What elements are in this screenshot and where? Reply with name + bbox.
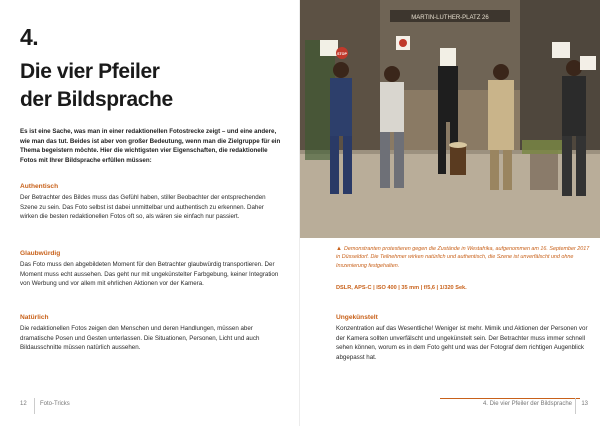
stop-placard [336, 47, 348, 59]
demonstration-photo [300, 0, 600, 238]
chapter-title [20, 58, 280, 114]
footer-divider-right [575, 398, 576, 414]
footer-accent-line [440, 398, 580, 399]
chapter-number: 4. [20, 24, 39, 50]
caption-marker-icon: ▲ [336, 246, 342, 252]
chapter-title-line-2: der Bildsprache [20, 88, 173, 111]
right-page-number: 13 [581, 401, 588, 407]
section-heading-unaffected: Ungekünstelt [336, 314, 378, 321]
right-footer-label: 4. Die vier Pfeiler der Bildsprache [482, 401, 572, 407]
intro-paragraph: Es ist eine Sache, was man in einer redaktionellen Fotostrecke zeigt – und eine andere, wie man das tut. Beides ist aber von großer Bedeutung, wenn man die Zielgruppe für ein Thema begeistern möchte. Hier die wichtigsten vier Eigenschaften, die redaktionelle Fotos mit Ihrer Bildsprache erfüllen müssen: [20, 128, 281, 164]
caption-text: Demonstranten protestieren gegen die Zustände in Westafrika, aufgenommen am 16. September 2017 in Düsseldorf. Die Teilnehmer wirken natürlich und authentisch, die Szene ist unverfälscht und ohne Inszenierung festgehalten. [336, 246, 590, 269]
right-page [300, 0, 600, 426]
right-footer [300, 398, 600, 414]
chapter-title-line-1: Die vier Pfeiler [20, 60, 160, 83]
left-page-number: 12 [20, 401, 27, 407]
left-footer-label: Foto-Tricks [40, 401, 70, 407]
svg-text:STOP: STOP [337, 52, 347, 56]
exif-info: DSLR, APS-C | ISO 400 | 35 mm | f/5,6 | 1/320 Sek. [336, 285, 467, 291]
section-text-natural: Die redaktionellen Fotos zeigen den Menschen und deren Handlungen, müssen aber dramatische Posen und Gesten unterlassen. Die Situationen, Personen, Licht und auch Bildausschnitte müssen natürlich aussehen. [20, 325, 260, 352]
section-text-unaffected: Konzentration auf das Wesentliche! Weniger ist mehr. Mimik und Aktionen der Personen vor der Kamera sollten unverfälscht und ungekünstelt sein. Der Betrachter muss immer schnell sehen können, worum es in dem Foto geht und was der Fotograf dem richtigen Augenblick abgepasst hat. [336, 325, 588, 361]
section-text-authentic: Der Betrachter des Bildes muss das Gefühl haben, stiller Beobachter der entsprechenden Szene zu sein. Das Foto selbst ist dabei unmittelbar und authentisch zu erkennen. Daher wirken die besten redaktionellen Fotos oft so, als wären sie einfach nur passiert. [20, 194, 266, 221]
footer-divider [34, 398, 35, 414]
section-heading-natural: Natürlich [20, 314, 49, 321]
section-text-credible: Das Foto muss den abgebildeten Moment für den Betrachter glaubwürdig transportieren. Der Moment muss echt aussehen. Das geht nur mit ungekünstelter Farbgebung, keiner Integration von Werbung und vor allem mit ehrlichen Aktionen vor der Kamera. [20, 261, 279, 288]
street-sign: MARTIN-LUTHER-PLATZ 26 [411, 15, 489, 21]
photo-caption [336, 245, 592, 270]
section-heading-authentic: Authentisch [20, 183, 59, 190]
left-footer [0, 398, 300, 414]
drum [449, 142, 467, 175]
section-heading-credible: Glaubwürdig [20, 250, 61, 257]
